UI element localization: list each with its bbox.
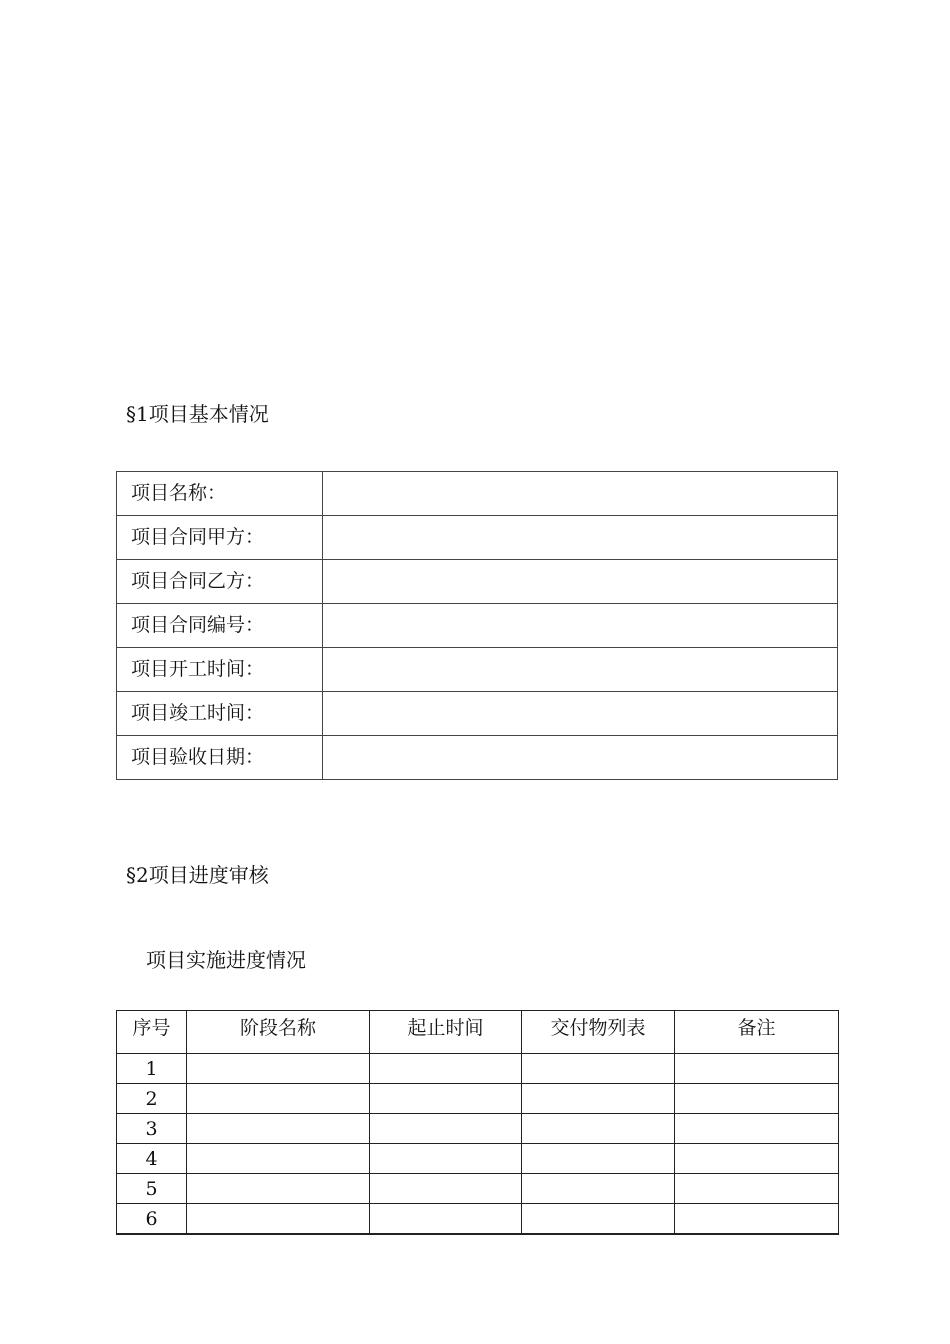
table-row bbox=[117, 1174, 839, 1204]
contract-party-b-label: 项目合同乙方： bbox=[117, 560, 323, 604]
progress-table bbox=[116, 1010, 839, 1235]
column-header-stage: 阶段名称 bbox=[187, 1011, 370, 1054]
stage-cell[interactable] bbox=[187, 1054, 370, 1084]
column-header-remarks: 备注 bbox=[675, 1011, 839, 1054]
remarks-cell[interactable] bbox=[675, 1174, 839, 1204]
table-header-row bbox=[117, 1011, 839, 1054]
period-cell[interactable] bbox=[370, 1174, 522, 1204]
deliverables-cell[interactable] bbox=[522, 1114, 675, 1144]
progress-subtitle: 项目实施进度情况 bbox=[146, 948, 306, 972]
column-header-no: 序号 bbox=[117, 1011, 187, 1054]
acceptance-date-label: 项目验收日期： bbox=[117, 736, 323, 780]
start-date-label: 项目开工时间： bbox=[117, 648, 323, 692]
period-cell[interactable] bbox=[370, 1114, 522, 1144]
period-cell[interactable] bbox=[370, 1144, 522, 1174]
contract-party-a-value[interactable] bbox=[323, 516, 838, 560]
row-number: 6 bbox=[117, 1204, 187, 1235]
period-cell[interactable] bbox=[370, 1084, 522, 1114]
row-number: 2 bbox=[117, 1084, 187, 1114]
table-row bbox=[117, 472, 838, 516]
table-row bbox=[117, 1144, 839, 1174]
table-row bbox=[117, 1114, 839, 1144]
column-header-period: 起止时间 bbox=[370, 1011, 522, 1054]
row-number: 3 bbox=[117, 1114, 187, 1144]
row-number: 4 bbox=[117, 1144, 187, 1174]
completion-date-value[interactable] bbox=[323, 692, 838, 736]
table-row bbox=[117, 1054, 839, 1084]
project-name-value[interactable] bbox=[323, 472, 838, 516]
remarks-cell[interactable] bbox=[675, 1114, 839, 1144]
contract-party-a-label: 项目合同甲方： bbox=[117, 516, 323, 560]
table-row bbox=[117, 692, 838, 736]
deliverables-cell[interactable] bbox=[522, 1054, 675, 1084]
stage-cell[interactable] bbox=[187, 1174, 370, 1204]
completion-date-label: 项目竣工时间： bbox=[117, 692, 323, 736]
project-name-label: 项目名称： bbox=[117, 472, 323, 516]
section-2-title: §2项目进度审核 bbox=[126, 863, 269, 887]
period-cell[interactable] bbox=[370, 1204, 522, 1235]
stage-cell[interactable] bbox=[187, 1144, 370, 1174]
deliverables-cell[interactable] bbox=[522, 1174, 675, 1204]
table-row bbox=[117, 1204, 839, 1235]
contract-number-label: 项目合同编号： bbox=[117, 604, 323, 648]
deliverables-cell[interactable] bbox=[522, 1204, 675, 1235]
remarks-cell[interactable] bbox=[675, 1204, 839, 1235]
contract-number-value[interactable] bbox=[323, 604, 838, 648]
period-cell[interactable] bbox=[370, 1054, 522, 1084]
table-row bbox=[117, 1084, 839, 1114]
deliverables-cell[interactable] bbox=[522, 1144, 675, 1174]
stage-cell[interactable] bbox=[187, 1204, 370, 1235]
remarks-cell[interactable] bbox=[675, 1084, 839, 1114]
deliverables-cell[interactable] bbox=[522, 1084, 675, 1114]
table-row bbox=[117, 560, 838, 604]
project-basic-info-table bbox=[116, 471, 838, 780]
row-number: 5 bbox=[117, 1174, 187, 1204]
remarks-cell[interactable] bbox=[675, 1054, 839, 1084]
table-row bbox=[117, 516, 838, 560]
remarks-cell[interactable] bbox=[675, 1144, 839, 1174]
row-number: 1 bbox=[117, 1054, 187, 1084]
section-1-title: §1项目基本情况 bbox=[126, 402, 269, 426]
table-row bbox=[117, 604, 838, 648]
start-date-value[interactable] bbox=[323, 648, 838, 692]
contract-party-b-value[interactable] bbox=[323, 560, 838, 604]
table-row bbox=[117, 736, 838, 780]
acceptance-date-value[interactable] bbox=[323, 736, 838, 780]
stage-cell[interactable] bbox=[187, 1084, 370, 1114]
stage-cell[interactable] bbox=[187, 1114, 370, 1144]
table-row bbox=[117, 648, 838, 692]
column-header-deliverables: 交付物列表 bbox=[522, 1011, 675, 1054]
